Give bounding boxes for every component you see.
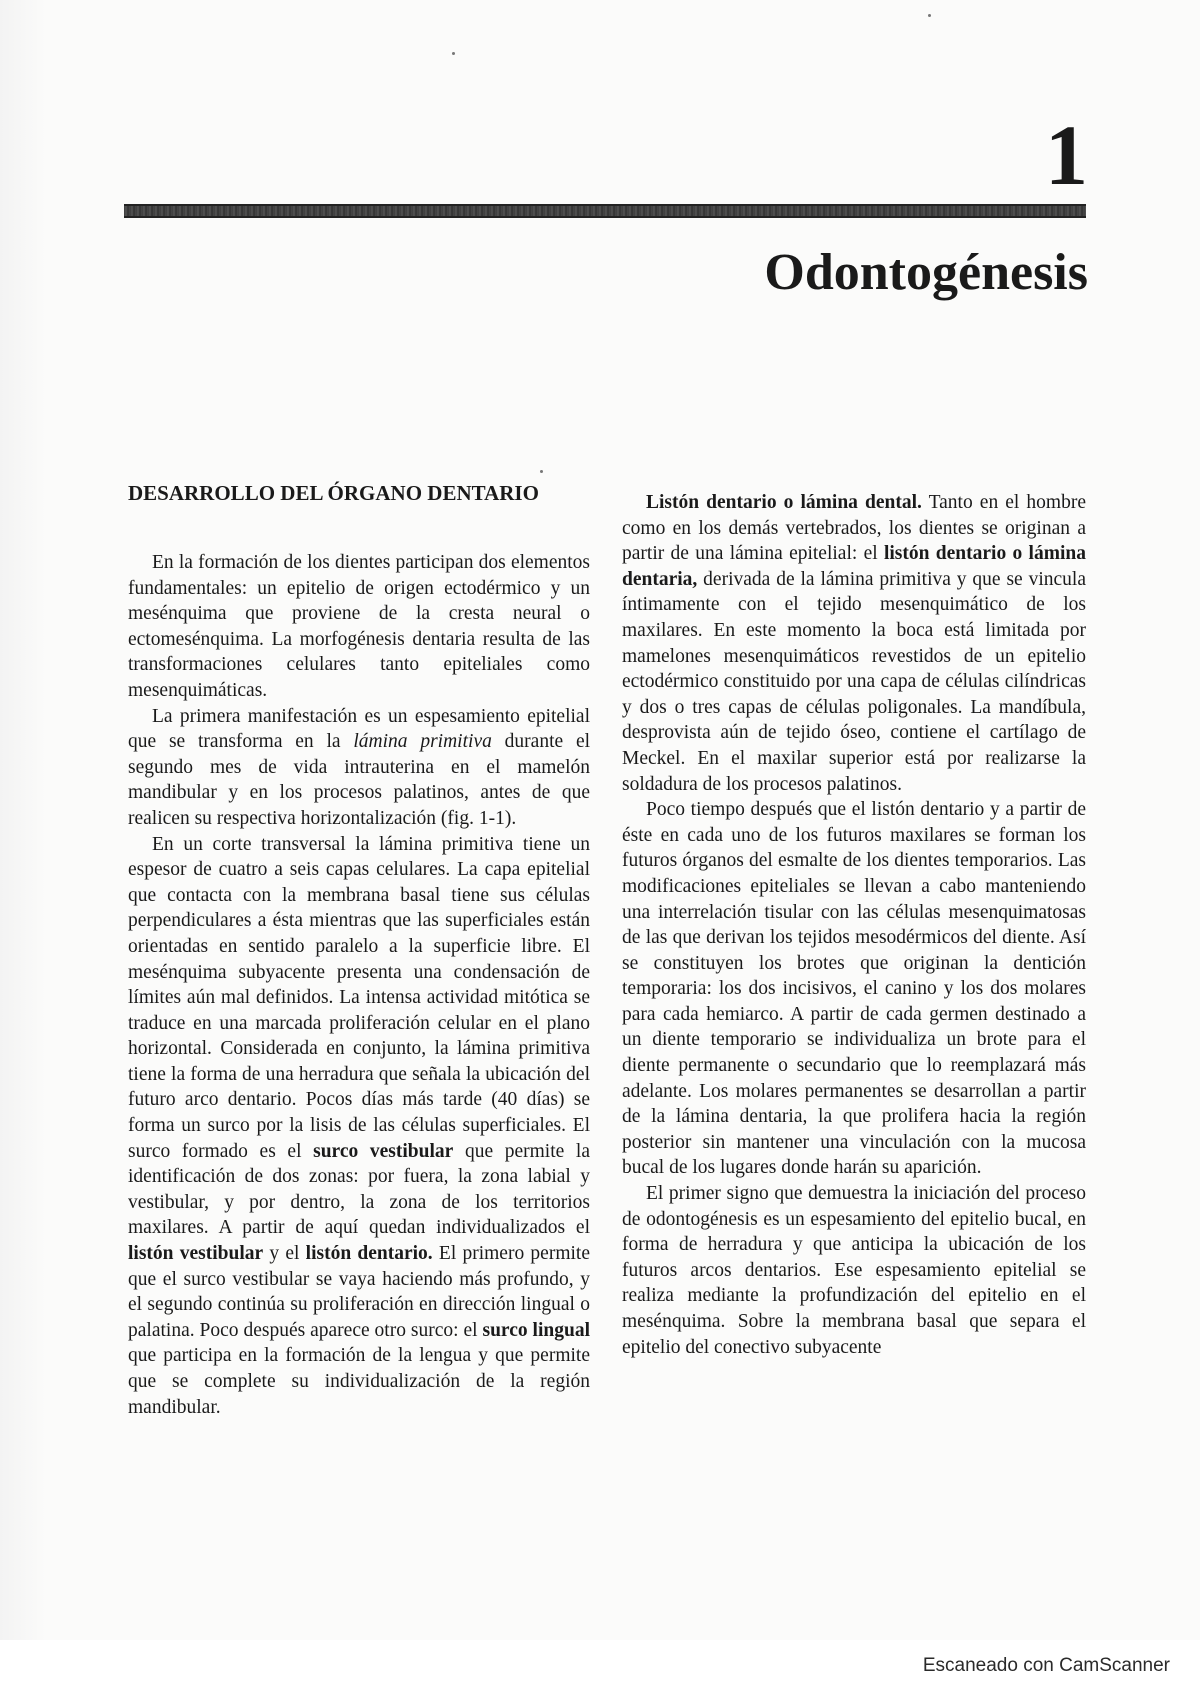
chapter-title: Odontogénesis [764, 244, 1088, 301]
paragraph [622, 1181, 1086, 1360]
run-in-heading: Listón dentario o lámina dental. [646, 492, 922, 513]
paragraph [128, 832, 590, 1421]
paragraph-text: Tanto en el hombre como en los demás vertebrados, los dientes se originan a partir de una lámina epitelial: el [622, 492, 1086, 565]
paragraph-text: que participa en la formación de la lengua y que permite que se complete su individualización de la región mandibular. [128, 1345, 590, 1418]
bold-term: listón vestibular [128, 1243, 264, 1265]
paragraph [128, 550, 590, 704]
paragraph [622, 797, 1086, 1181]
paragraph-text: Poco tiempo después que el listón dentario y a partir de éste en cada uno de los futuros maxilares se forman los futuros órganos del esmalte de los dientes temporarios. Las modificaciones epiteliales se llevan a cabo manteniendo una interrelación tisular con las células mesenquimatosas de las que derivan los tejidos mesodérmicos del diente. Así se constituyen los brotes que originan la dentición temporaria: los dos incisivos, el canino y los dos molares para cada hemiarco. A partir de cada germen destinado a un diente temporario se individualiza un brote para el diente permanente o secundario que lo reemplazará más adelante. Los molares permanentes se desarrollan a partir de la lámina dentaria, la que prolifera hacia la región posterior sin mantener una vinculación con la mucosa bucal de los lugares donde harán su aparición. [622, 799, 1086, 1179]
paragraph [128, 704, 590, 832]
paragraph-text: El primero permite que el surco vestibular se vaya haciendo más profundo, y el segundo continúa su proliferación en dirección lingual o palatina. Poco después aparece otro surco: el [128, 1243, 590, 1341]
paragraph [622, 490, 1086, 797]
paragraph-text: que permite la identificación de dos zonas: por fuera, la zona labial y vestibular, y por dentro, la zona de los territorios maxilares. A partir de aquí quedan individualizados el [128, 1140, 590, 1239]
paragraph-text: derivada de la lámina primitiva y que se vincula íntimamente con el tejido mesenquimático de los maxilares. En este momento la boca está limitada por mamelones mesenquimáticos revestidos de un epitelio ectodérmico constituido por una capa de células cilíndricas y dos o tres capas de células poligonales. La mandíbula, desprovista aún de tejido óseo, contiene el cartílago de Meckel. En el maxilar superior está por realizarse la soldadura de los procesos palatinos. [622, 568, 1086, 795]
chapter-rule [124, 204, 1086, 218]
bold-term: listón dentario o lámina dentaria, [622, 543, 1086, 590]
scan-speck [928, 14, 931, 17]
bold-term: surco lingual [482, 1319, 590, 1341]
bold-term: listón dentario. [305, 1243, 433, 1265]
scan-speck [540, 470, 543, 473]
paragraph-text: durante el segundo mes de vida intrauterina en el mamelón mandibular y en los procesos palatinos, antes de que realicen su respectiva horizontalización (fig. 1-1). [128, 731, 591, 829]
paragraph-text: En la formación de los dientes participan dos elementos fundamentales: un epitelio de origen ectodérmico y un mesénquima que proviene de la cresta neural o ectomesénquima. La morfogénesis dentaria resulta de las transformaciones celulares tanto epiteliales como mesenquimáticas. [128, 552, 590, 701]
paragraph-text: y el [263, 1243, 306, 1265]
left-column [128, 480, 590, 1420]
scan-speck [452, 52, 455, 55]
right-column [622, 490, 1086, 1360]
emphasis-term: lámina primitiva [353, 731, 492, 753]
paragraph-text: En un corte transversal la lámina primitiva tiene un espesor de cuatro a seis capas celulares. La capa epitelial que contacta con la membrana basal tiene sus células perpendiculares a ésta mientras que las superficiales están orientadas en sentido paralelo a la superficie libre. El mesénquima subyacente presenta una condensación de límites aún mal definidos. La intensa actividad mitótica se traduce en una marcada proliferación celular en el plano horizontal. Considerada en conjunto, la lámina primitiva tiene la forma de una herradura que señala la ubicación del futuro arco dentario. Pocos días más tarde (40 días) se forma un surco por la lisis de las células superficiales. El surco formado es el [128, 833, 590, 1162]
paragraph-text: El primer signo que demuestra la iniciación del proceso de odontogénesis es un espesamiento del epitelio bucal, en forma de herradura y que anticipa la ubicación de los futuros arcos dentarios. Ese espesamiento epitelial se realiza mediante la profundización del epitelio en el mesénquima. Sobre la membrana basal que separa el epitelio del conectivo subyacente [622, 1183, 1086, 1358]
bold-term: surco vestibular [313, 1140, 454, 1162]
scanner-watermark: Escaneado con CamScanner [922, 1655, 1170, 1676]
scan-shadow [0, 0, 46, 1640]
paragraph-text: La primera manifestación es un espesamiento epitelial que se transforma en la [128, 705, 590, 753]
section-heading: DESARROLLO DEL ÓRGANO DENTARIO [128, 481, 539, 505]
chapter-number: 1 [1045, 107, 1088, 203]
